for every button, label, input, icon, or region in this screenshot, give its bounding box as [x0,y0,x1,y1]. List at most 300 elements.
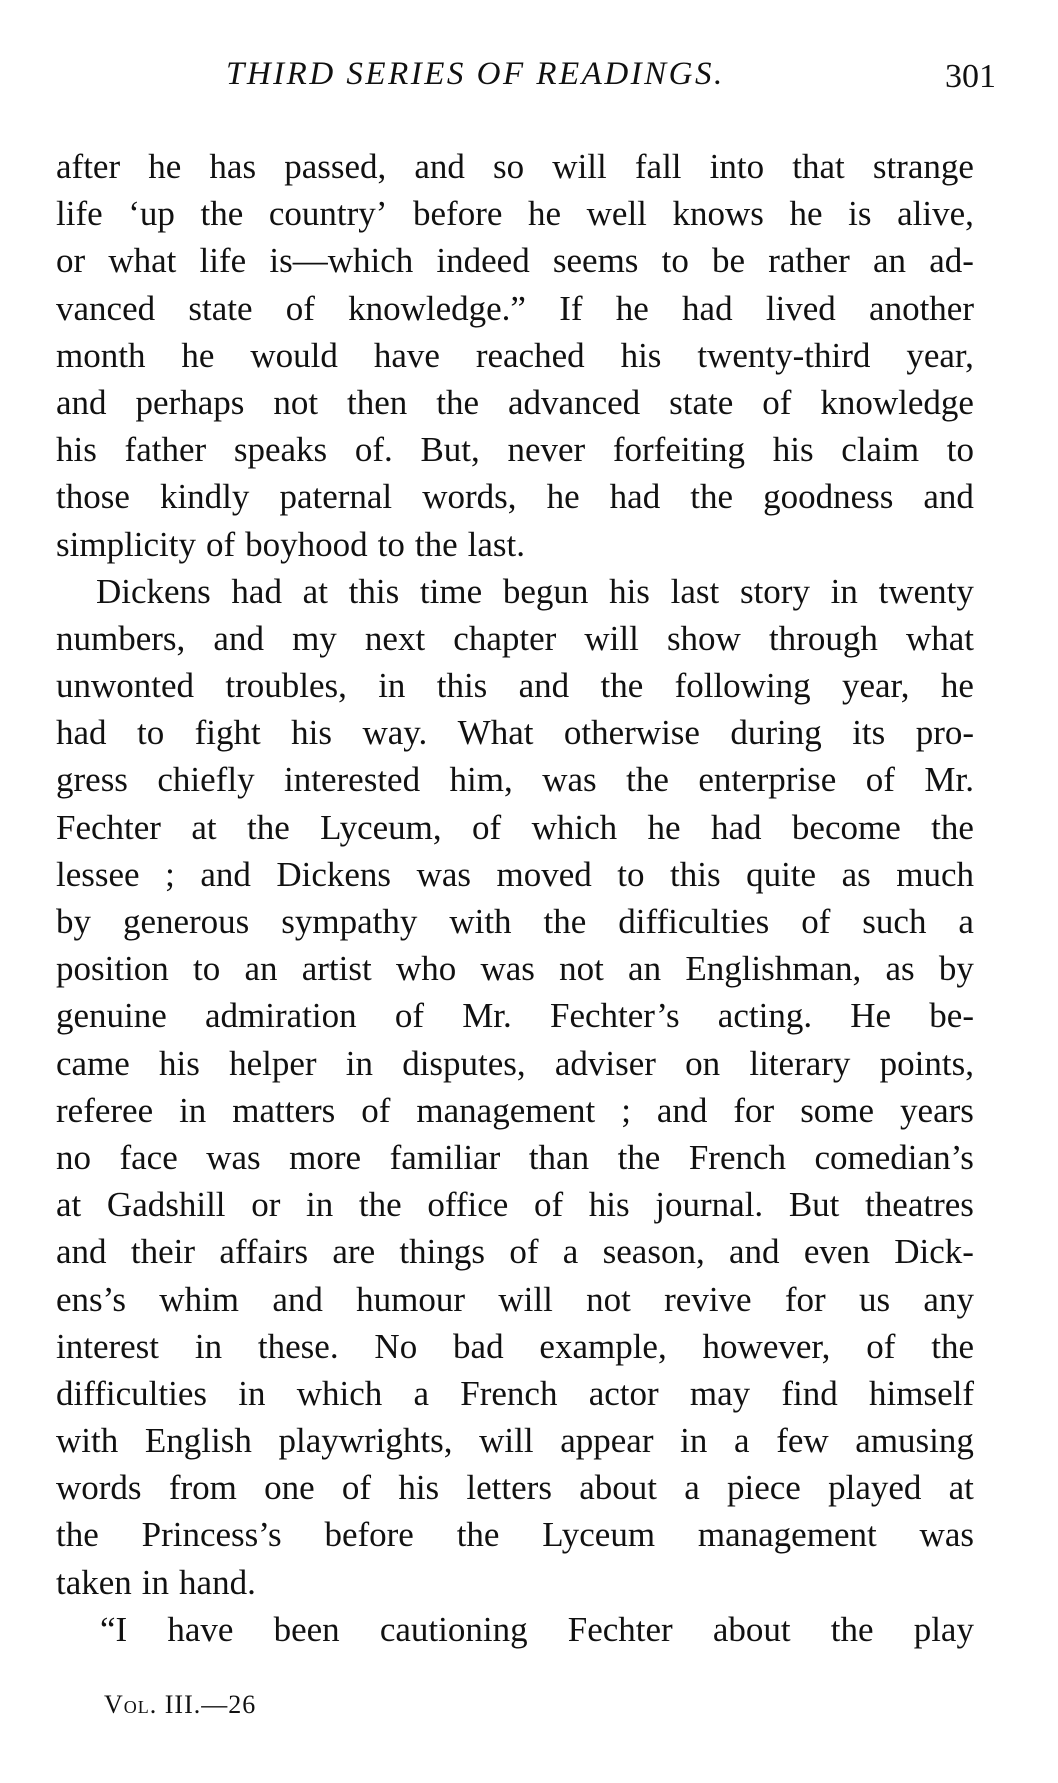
word: my [292,618,337,658]
text-line [56,1276,974,1323]
word: have [167,1609,234,1649]
text-line [56,898,974,945]
word: during [730,713,822,753]
word: will [584,618,639,658]
text-line [56,1040,974,1087]
word: his [609,571,650,611]
word: of [341,1468,372,1508]
word: him, [449,760,513,800]
word: in [179,1090,207,1130]
word: came [56,1043,130,1083]
word: was [480,949,535,989]
word: and [518,666,570,706]
word: of [533,1185,564,1225]
word: in [306,1185,334,1225]
word: that [792,147,845,186]
word: was [416,854,471,894]
word: which [531,807,618,847]
word: his [620,335,662,375]
word: paternal [279,477,393,517]
word: he [615,288,649,328]
word: not [273,382,319,422]
word: whim [159,1279,240,1319]
signature-mark: Vol. III.—26 [104,1690,257,1719]
word: on [685,1043,721,1083]
word: in [830,571,858,611]
word: management [416,1090,596,1130]
word: vanced [56,288,156,328]
word: with [56,1421,119,1461]
word: otherwise [563,713,700,753]
running-head [56,56,996,106]
word: Princess’s [141,1515,282,1555]
word: hand. [179,1562,256,1602]
word: interest [56,1326,160,1366]
word: goodness [763,477,894,517]
word: or [251,1185,281,1225]
word: cautioning [379,1609,528,1649]
word: words, [422,477,517,517]
word: find [781,1373,838,1413]
word: unwonted [56,666,195,706]
text-line [56,332,974,379]
text-line [56,756,974,803]
word: things [399,1232,485,1272]
word: a [562,1232,579,1272]
word: But [788,1185,840,1225]
word: year, [906,335,974,375]
word: the [626,760,669,800]
word: office [427,1185,509,1225]
word: play [913,1609,974,1649]
word: in [680,1421,708,1461]
word: another [869,288,974,328]
word: Mr. [462,996,512,1036]
word: be [712,241,746,281]
word: No [374,1326,418,1366]
word: last. [467,524,526,564]
word: would [250,335,338,375]
word: disputes, [402,1043,526,1083]
word: claim [841,430,920,470]
word: in [345,1043,373,1083]
word: had [682,288,733,328]
word: Fechter [567,1609,673,1649]
word: of [394,996,424,1036]
word: taken [56,1562,132,1602]
word: words [56,1468,142,1508]
text-line [56,521,974,568]
word: quite [746,854,817,894]
text-line [56,1323,974,1370]
word: through [768,618,878,658]
word: as [885,949,915,989]
text-line [56,709,974,756]
word: month [56,335,146,375]
word: and [56,1232,107,1272]
text-line [56,285,974,332]
word: in [141,1562,170,1602]
text-line [56,426,974,473]
word: fall [634,147,682,186]
word: a [958,902,974,941]
word: the [358,1185,402,1225]
word: life [199,241,247,281]
word: a [413,1373,430,1413]
word: gress [56,760,128,800]
word: the [247,807,290,847]
word: He [850,996,892,1036]
word: in [238,1373,266,1413]
word: numbers, [56,618,186,658]
word: French [688,1137,787,1177]
word: seems [552,241,639,281]
word: ; [621,1090,631,1130]
word: he [789,194,823,234]
word: from [168,1468,237,1508]
word: of [866,1326,896,1366]
word: his [588,1185,630,1225]
word: his [159,1043,200,1083]
word: few [776,1421,829,1461]
word: father [124,430,207,470]
word: lessee [56,854,140,894]
word: time [419,571,483,611]
text-line [56,851,974,898]
word: twenty-third [697,335,871,375]
word: the [931,1326,974,1366]
word: Mr. [924,760,974,800]
word: was [542,760,597,800]
word: example, [539,1326,667,1366]
word: advanced [508,382,641,422]
word: ad- [929,241,974,281]
word: never [507,430,586,470]
word: reached [475,335,585,375]
word: of [865,760,895,800]
word: was [206,1137,261,1177]
word: revive [664,1279,752,1319]
word: about [712,1609,791,1649]
word: his [291,713,333,753]
word: Lyceum, [320,807,442,847]
word: any [923,1279,974,1319]
word: us [859,1279,891,1319]
word: is—which [269,241,414,281]
word: into [709,147,765,186]
word: Lyceum [542,1515,656,1555]
word: acting. [717,996,813,1036]
word: his [398,1468,440,1508]
word: of [762,382,792,422]
word: artist [301,949,372,989]
text-line [56,568,974,615]
word: referee [56,1090,154,1130]
word: what [905,618,974,658]
word: Fechter’s [550,996,680,1036]
text-line [56,992,974,1039]
word: following [674,666,811,706]
word: comedian’s [814,1137,974,1177]
word: these. [257,1326,339,1366]
word: this [348,571,400,611]
word: at [56,1185,82,1225]
word: show [666,618,741,658]
text-line [56,1087,974,1134]
word: to [193,949,221,989]
word: chapter [453,618,557,658]
word: next [364,618,426,658]
word: years [900,1090,974,1130]
text-line [56,662,974,709]
word: had [609,477,661,517]
word: the [617,1137,661,1177]
word: a [734,1421,750,1461]
word: had [231,571,282,611]
text-line [56,1228,974,1275]
word: by [56,902,91,941]
word: at [302,571,328,611]
word: to [661,241,689,281]
word: English [144,1421,252,1461]
word: and [923,477,974,517]
word: of [285,288,315,328]
word: and [729,1232,780,1272]
word: one [264,1468,315,1508]
word: “I [100,1609,128,1649]
word: such [862,902,927,941]
word: literary [749,1043,851,1083]
word: even [803,1232,870,1272]
word: year, [841,666,910,706]
word: French [460,1373,558,1413]
text-line [56,1181,974,1228]
word: however, [702,1326,831,1366]
text-line [56,1606,974,1653]
text-line [56,1134,974,1181]
word: bad [453,1326,504,1366]
word: ‘up [128,194,175,234]
word: what [108,241,177,281]
text-line [56,804,974,851]
word: or [56,241,86,281]
word: helper [229,1043,317,1083]
word: Dickens [276,854,392,894]
word: had [56,713,107,753]
word: than [528,1137,590,1177]
word: much [896,854,974,894]
word: those [56,477,130,517]
word: Dick- [894,1232,974,1272]
word: may [689,1373,751,1413]
word: he [546,477,580,517]
word: humour [356,1279,466,1319]
word: way. [362,713,428,753]
word: last [670,571,720,611]
word: season, [602,1232,705,1272]
word: he [181,335,215,375]
word: before [324,1515,414,1555]
word: moved [496,854,592,894]
word: the [456,1515,500,1555]
word: this [670,854,721,894]
text-line [56,473,974,520]
word: Gadshill [106,1185,226,1225]
word: the [200,194,244,234]
word: as [841,854,871,894]
word: affairs [219,1232,309,1272]
word: What [457,713,534,753]
word: who [395,949,457,989]
word: at [191,807,217,847]
text-line [56,190,974,237]
word: the [600,666,644,706]
word: face [119,1137,178,1177]
word: an [628,949,662,989]
word: story [739,571,810,611]
word: by [938,949,974,989]
page-number: 301 [945,58,996,95]
word: lived [765,288,836,328]
word: amusing [855,1421,974,1461]
word: chiefly [157,760,255,800]
word: piece [727,1468,801,1508]
word: at [948,1468,974,1508]
body-text [56,143,974,1653]
word: admiration [205,996,357,1036]
text-line [56,615,974,662]
word: not [559,949,604,989]
word: in [194,1326,223,1366]
word: an [873,241,907,281]
word: journal. [655,1185,764,1225]
word: the [543,902,587,941]
word: of [472,807,502,847]
word: in [378,666,406,706]
word: state [188,288,253,328]
word: to [946,430,974,470]
word: Englishman, [685,949,862,989]
word: enterprise [698,760,837,800]
text-line [56,1370,974,1417]
word: he [940,666,974,706]
text-line [56,379,974,426]
word: actor [588,1373,659,1413]
word: had [710,807,762,847]
word: of [509,1232,539,1272]
word: no [56,1137,91,1177]
text-line [56,1511,974,1558]
word: of [801,902,831,941]
word: their [130,1232,195,1272]
text-line [56,1417,974,1464]
word: and [200,854,251,894]
word: knowledge [820,382,974,422]
word: ; [165,854,175,894]
word: well [586,194,647,234]
word: its [852,713,886,753]
word: country’ [268,194,388,234]
word: will [498,1279,553,1319]
word: boyhood [245,524,368,564]
word: to [617,854,645,894]
word: the [931,807,974,847]
word: the [690,477,734,517]
word: the [436,382,480,422]
word: become [791,807,901,847]
text-line [56,1559,974,1606]
word: then [347,382,408,422]
word: not [586,1279,631,1319]
word: the [414,524,458,564]
word: ens’s [56,1279,126,1319]
word: troubles, [225,666,347,706]
word: interested [284,760,421,800]
word: have [373,335,440,375]
word: difficulties [618,902,770,941]
word: generous [122,902,250,941]
word: matters [232,1090,336,1130]
word: this [436,666,488,706]
word: passed, [284,147,387,186]
word: points, [879,1043,974,1083]
word: familiar [389,1137,501,1177]
word: for [733,1090,775,1130]
word: is [848,194,872,234]
word: himself [869,1373,974,1413]
word: kindly [159,477,250,517]
word: with [449,902,512,941]
word: and [656,1090,708,1130]
word: will [479,1421,534,1461]
word: Dickens [96,571,211,611]
word: letters [466,1468,552,1508]
word: difficulties [56,1373,207,1413]
word: and [272,1279,323,1319]
word: was [919,1515,974,1555]
word: begun [502,571,589,611]
word: for [784,1279,826,1319]
word: a [684,1468,700,1508]
word: But, [420,430,480,470]
word: will [552,147,607,186]
word: about [579,1468,657,1508]
word: of. [354,430,393,470]
word: position [56,949,169,989]
word: genuine [56,996,167,1036]
word: his [772,430,814,470]
word: If [559,288,583,328]
word: and [213,618,264,658]
word: theatres [865,1185,974,1225]
word: pro- [915,713,974,753]
word: speaks [233,430,328,470]
word: and [414,147,465,186]
word: he [647,807,681,847]
text-line [56,237,974,284]
word: before [413,194,503,234]
word: to [377,524,405,564]
word: which [296,1373,383,1413]
word: fight [194,713,261,753]
text-line [56,945,974,992]
word: appear [560,1421,654,1461]
word: more [289,1137,362,1177]
word: after [56,147,121,186]
word: an [244,949,278,989]
word: state [669,382,734,422]
word: are [332,1232,376,1272]
